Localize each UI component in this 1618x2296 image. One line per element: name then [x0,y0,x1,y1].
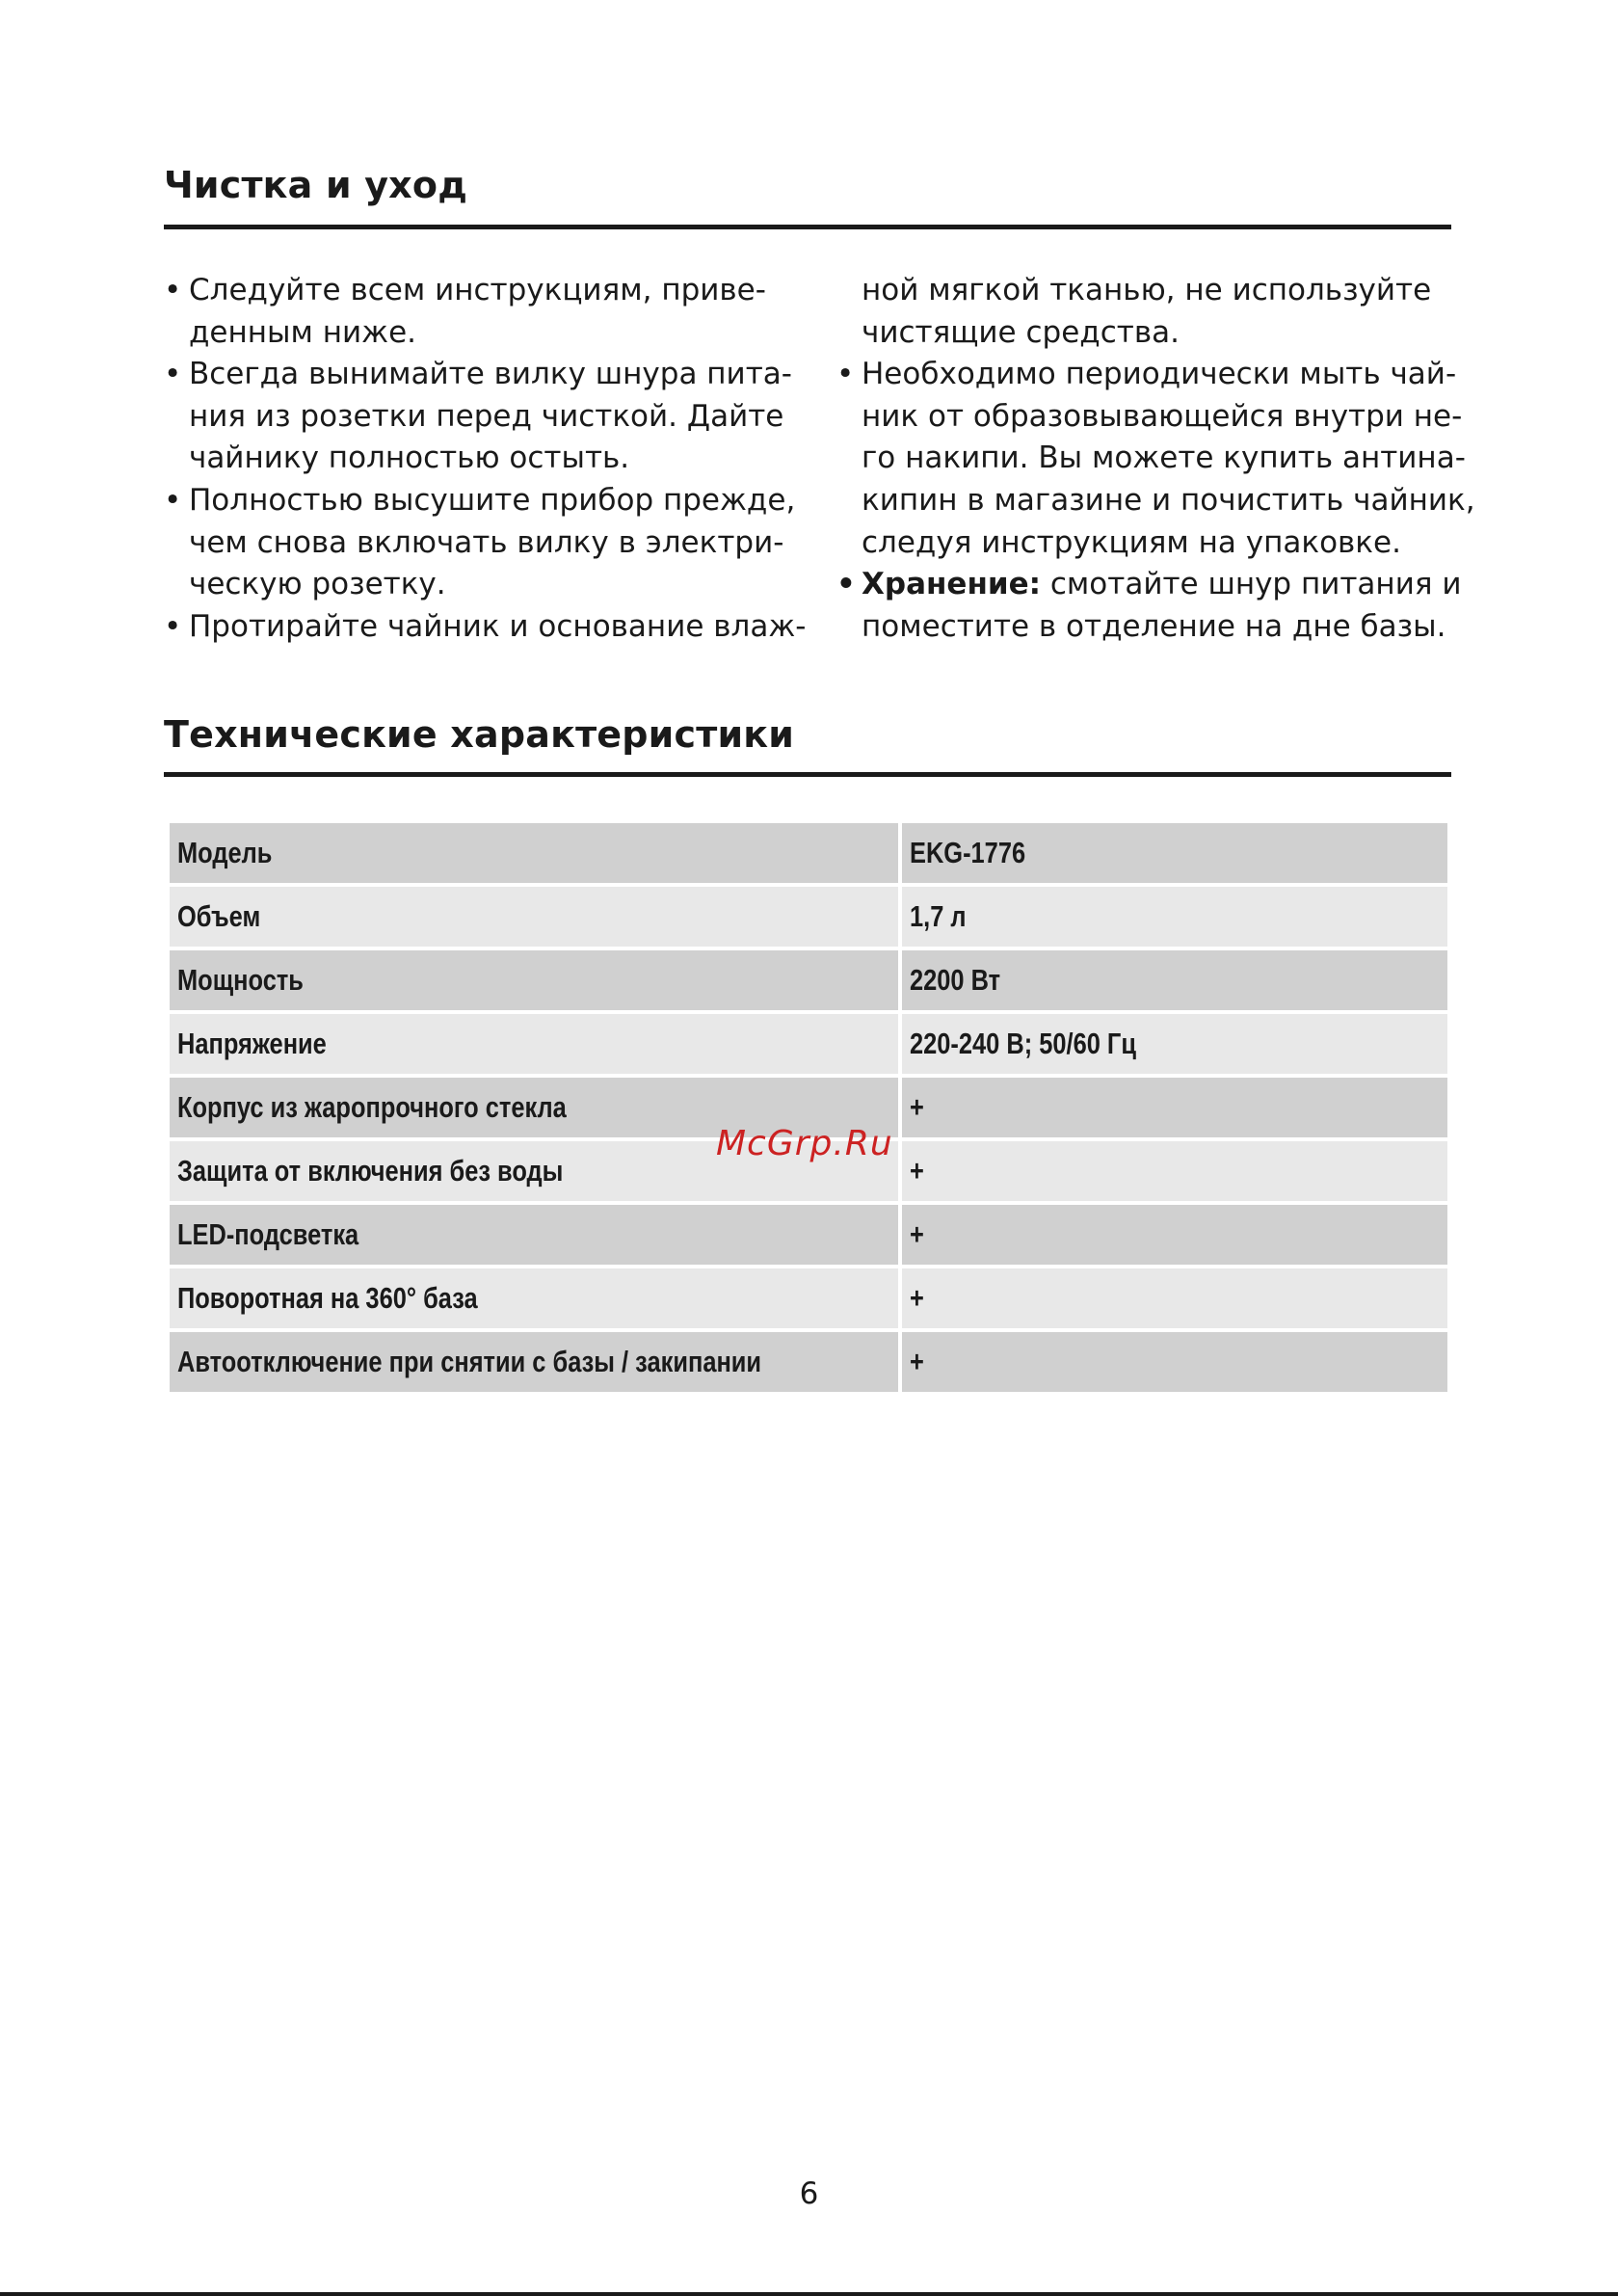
bullet-icon: • [164,273,182,307]
spec-value [902,1078,1447,1137]
table-row [170,1205,1447,1265]
spec-value-text: EKG-1776 [910,836,1026,869]
section-title-specs: Технические характеристики [164,713,795,756]
section-divider [164,772,1451,777]
list-item-line: следуя инструкциям на упаковке. [862,524,1401,560]
cleaning-left-column [164,270,807,648]
spec-value-text: 1,7 л [910,899,967,933]
spec-key [170,823,898,883]
spec-value-text: + [910,1090,925,1124]
spec-key-text: Мощность [177,963,304,997]
table-row [170,1014,1447,1074]
spec-key [170,1014,898,1074]
list-item-line: Полностью высушите прибор прежде, [189,482,796,518]
spec-value-text: + [910,1154,925,1188]
page-bottom-border [0,2292,1618,2296]
list-item [164,354,790,480]
spec-value [902,1268,1447,1328]
spec-key [170,887,898,947]
spec-key-text: Объем [177,899,261,933]
list-item-line: ния из розетки перед чисткой. Дайте [189,398,784,434]
spec-value [902,1332,1447,1392]
list-item-line: ческую розетку. [189,567,446,602]
spec-key-text: Поворотная на 360° база [177,1281,478,1315]
spec-value [902,950,1447,1010]
spec-value [902,1205,1447,1265]
list-item-storage [836,564,1463,648]
spec-key [170,1332,898,1392]
list-item-line: поместите в отделение на дне базы. [862,608,1446,644]
list-item-line: го накипи. Вы можете купить антина- [862,441,1466,476]
list-item-line: Протирайте чайник и основание влаж- [189,608,807,644]
table-row [170,950,1447,1010]
list-item [836,354,1475,564]
spec-value-text: 2200 Вт [910,963,1001,997]
list-item-continuation [836,270,1463,354]
list-item-line: чем снова включать вилку в электри- [189,524,784,560]
page-number: 6 [799,2176,819,2211]
spec-value-text: + [910,1217,925,1251]
spec-key [170,1268,898,1328]
list-item-line: чайнику полностью остыть. [189,441,630,476]
bullet-icon: • [836,357,855,392]
spec-value [902,1014,1447,1074]
list-item-line: Необходимо периодически мыть чай- [862,357,1457,392]
list-item-line: денным ниже. [189,314,417,350]
spec-key [170,1205,898,1265]
list-item [164,270,790,354]
list-item-line: ной мягкой тканью, не используйте [862,273,1432,307]
bullet-icon: • [164,482,182,518]
table-row [170,887,1447,947]
spec-value-text: + [910,1281,925,1315]
spec-key-text: Напряжение [177,1027,327,1060]
spec-table [166,819,1451,1396]
list-item-line: Всегда вынимайте вилку шнура пита- [189,357,792,392]
list-item-line [862,564,1463,606]
bullet-icon: • [164,608,182,644]
table-row [170,1332,1447,1392]
storage-label: Хранение: [862,567,1042,602]
list-item-line: кипин в магазине и почистить чайник, [862,482,1475,518]
list-item [164,480,796,606]
list-item-line: чистящие средства. [862,314,1180,350]
spec-key-text: LED-подсветка [177,1217,359,1251]
spec-key-text: Корпус из жаропрочного стекла [177,1090,567,1124]
spec-key-text: Автоотключение при снятии с базы / закипании [177,1345,762,1378]
spec-key-text: Модель [177,836,273,869]
watermark: McGrp.Ru [716,1124,893,1163]
bullet-icon: • [836,567,856,602]
list-item-line: Следуйте всем инструкциям, приве- [189,273,766,307]
list-item [164,606,807,649]
spec-value [902,887,1447,947]
section-divider [164,225,1451,229]
table-row [170,823,1447,883]
bullet-icon: • [164,357,182,392]
cleaning-right-column [836,270,1475,648]
spec-value-text: + [910,1345,925,1378]
storage-text: смотайте шнур питания и [1041,567,1462,602]
spec-key-text: Защита от включения без воды [177,1154,564,1188]
list-item-line: ник от образовывающейся внутри не- [862,398,1463,434]
spec-value-text: 220-240 В; 50/60 Гц [910,1027,1137,1060]
section-title-cleaning: Чистка и уход [164,164,468,206]
spec-value [902,1141,1447,1201]
spec-key [170,950,898,1010]
table-row [170,1268,1447,1328]
spec-value [902,823,1447,883]
